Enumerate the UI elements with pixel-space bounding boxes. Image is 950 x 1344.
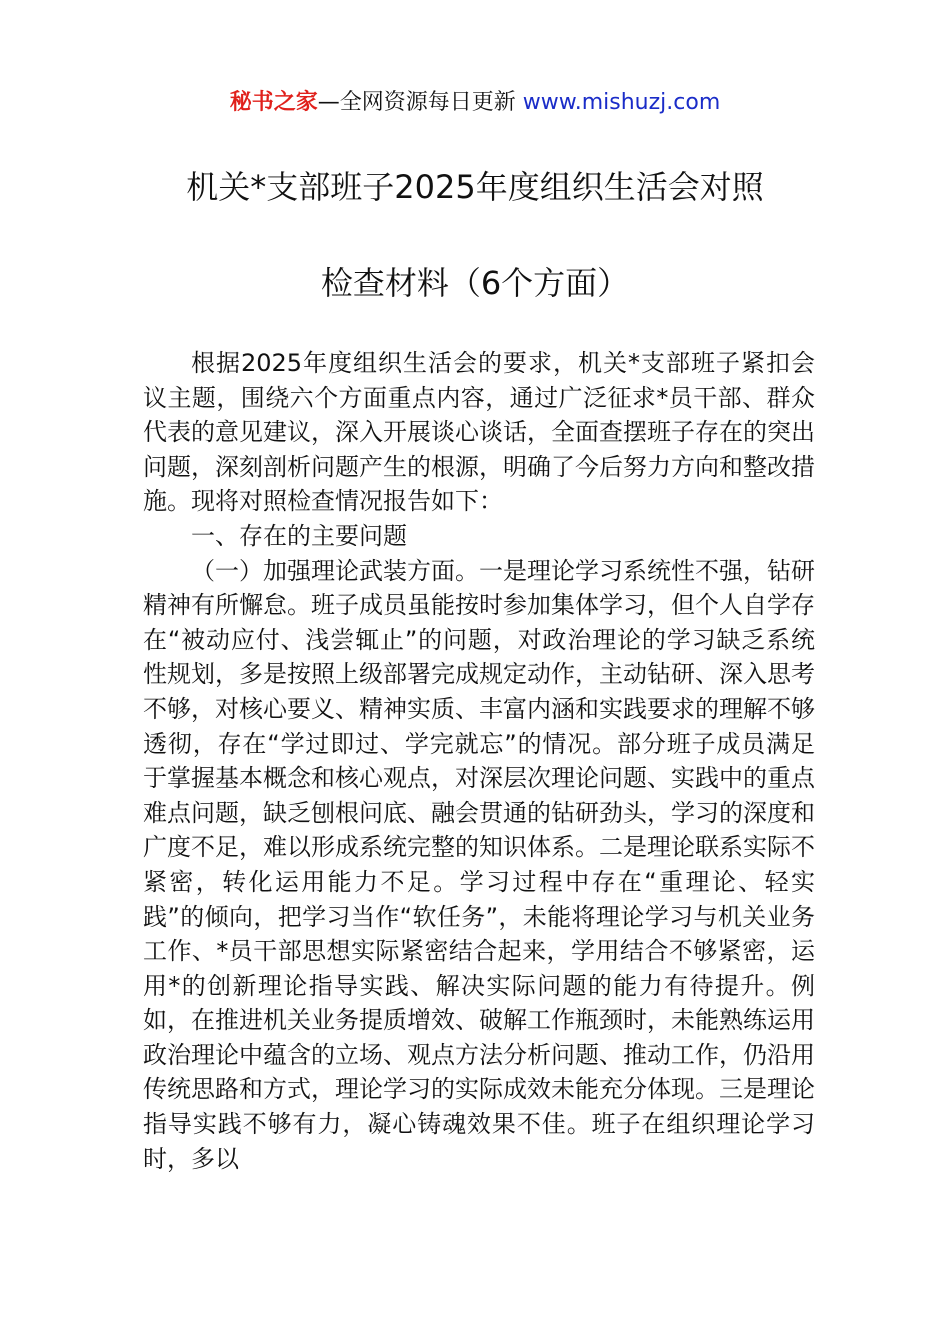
site-url: www.mishuzj.com bbox=[522, 90, 721, 115]
section-heading: 一、存在的主要问题 bbox=[191, 521, 407, 550]
site-header bbox=[0, 88, 950, 118]
document-title-line-1: 机关*支部班子2025年度组织生活会对照 bbox=[186, 168, 764, 206]
body-paragraph: （一）加强理论武装方面。一是理论学习系统性不强，钻研精神有所懈怠。班子成员虽能按时参加集体学习，但个人自学存在“被动应付、浅尝辄止”的问题，对政治理论的学习缺乏系统性规划，多是按照上级部署完成规定动作，主动钻研、深入思考不够，对核心要义、精神实质、丰富内涵和实践要求的理解不够透彻，存在“学过即过、学完就忘”的情况。部分班子成员满足于掌握基本概念和核心观点，对深层次理论问题、实践中的重点难点问题，缺乏刨根问底、融会贯通的钻研劲头，学习的深度和广度不足，难以形成系统完整的知识体系。二是理论联系实际不紧密，转化运用能力不足。学习过程中存在“重理论、轻实践”的倾向，把学习当作“软任务”，未能将理论学习与机关业务工作、*员干部思想实际紧密结合起来，学用结合不够紧密，运用*的创新理论指导实践、解决实际问题的能力有待提升。例如，在推进机关业务提质增效、破解工作瓶颈时，未能熟练运用政治理论中蕴含的立场、观点方法分析问题、推动工作，仍沿用传统思路和方式，理论学习的实际成效未能充分体现。三是理论指导实践不够有力，凝心铸魂效果不佳。班子在组织理论学习时，多以 bbox=[143, 556, 815, 1173]
intro-paragraph: 根据2025年度组织生活会的要求，机关*支部班子紧扣会议主题，围绕六个方面重点内容，通过广泛征求*员干部、群众代表的意见建议，深入开展谈心谈话，全面查摆班子存在的突出问题，深刻剖析问题产生的根源，明确了今后努力方向和整改措施。现将对照检查情况报告如下： bbox=[143, 349, 815, 516]
document-body bbox=[143, 346, 815, 1176]
document-title-line-2: 检查材料（6个方面） bbox=[320, 264, 630, 302]
header-tagline: —全网资源每日更新 bbox=[317, 90, 523, 115]
brand-name: 秘书之家 bbox=[229, 90, 318, 115]
